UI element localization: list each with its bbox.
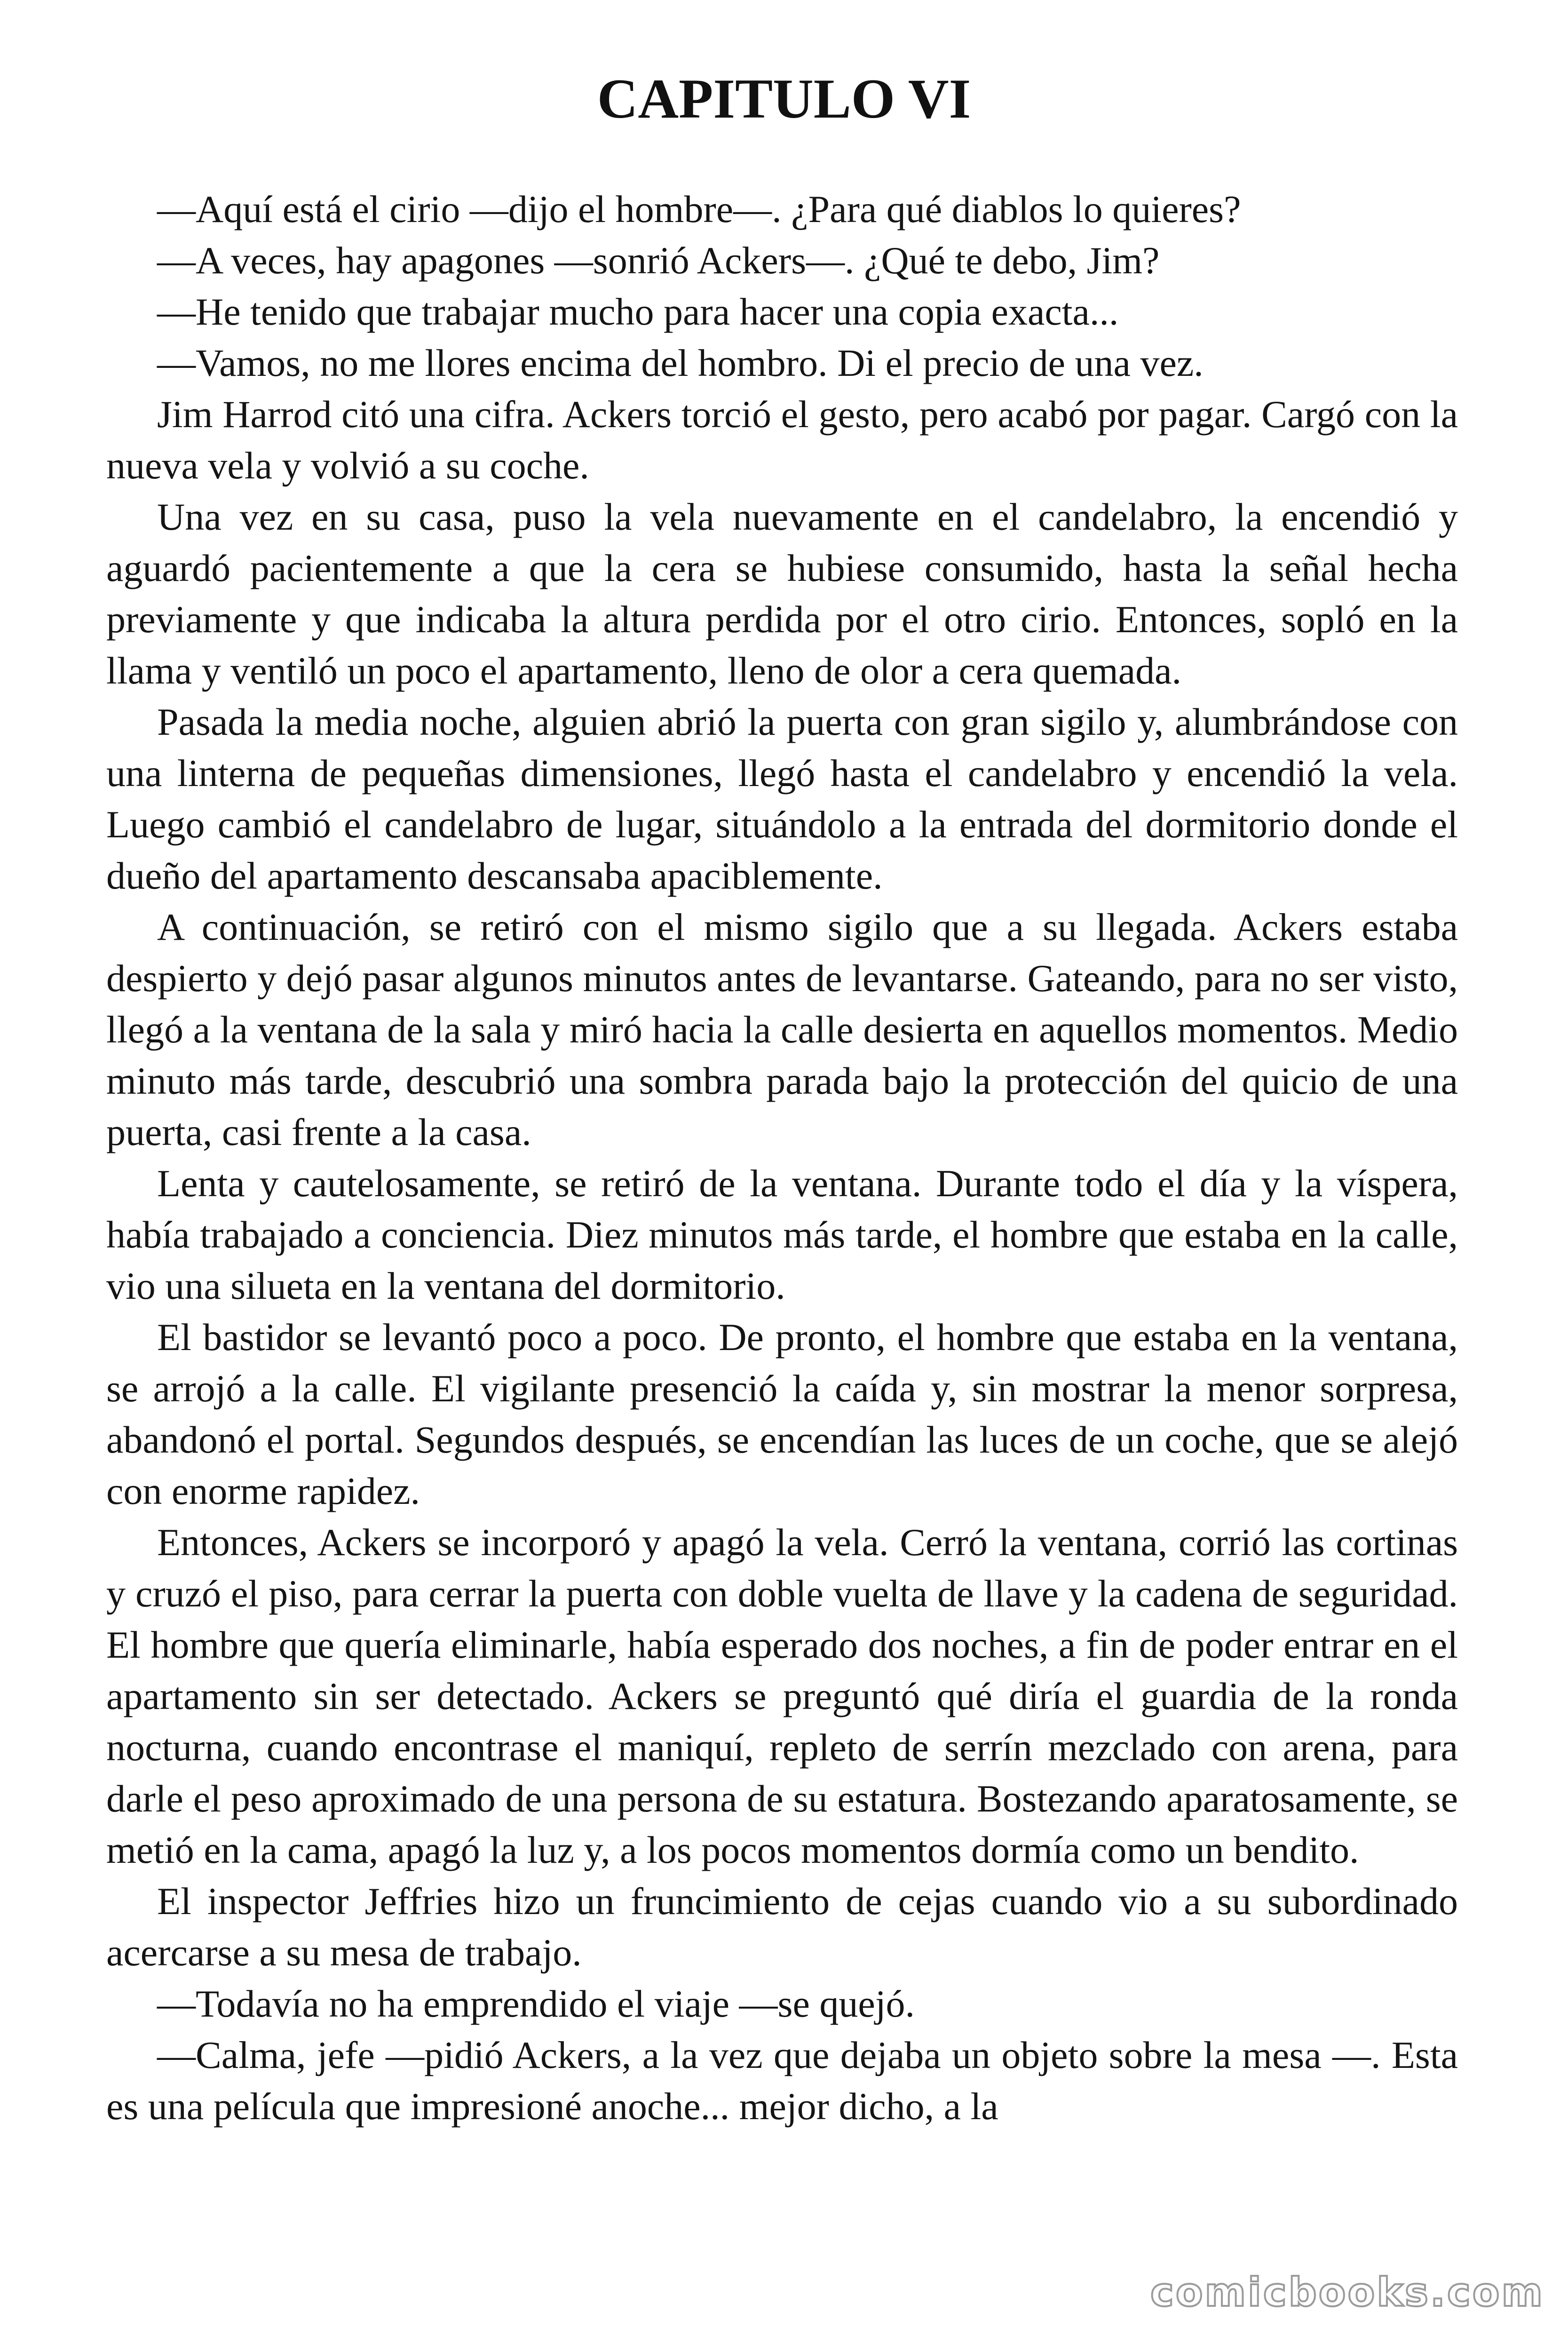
- paragraph: —Aquí está el cirio —dijo el hombre—. ¿Para qué diablos lo quieres?: [157, 188, 1241, 230]
- paragraph: El inspector Jeffries hizo un fruncimiento de cejas cuando vio a su subordinado acercarse a su mesa de trabajo.: [106, 1880, 1458, 1974]
- paragraph: —A veces, hay apagones —sonrió Ackers—. ¿Qué te debo, Jim?: [157, 239, 1160, 282]
- paragraph: —Calma, jefe —pidió Ackers, a la vez que dejaba un objeto sobre la mesa —. Esta es una película que impresioné anoche... mejor dicho, a la: [106, 2034, 1458, 2128]
- paragraph: —He tenido que trabajar mucho para hacer una copia exacta...: [157, 290, 1119, 333]
- chapter-title: CAPITULO VI: [597, 67, 971, 130]
- paragraph: Entonces, Ackers se incorporó y apagó la vela. Cerró la ventana, corrió las cortinas y cruzó el piso, para cerrar la puerta con doble vuelta de llave y la cadena de seguridad. El hombre que quería eliminarle, había esperado dos noches, a fin de poder entrar en el apartamento sin ser detectado. Ackers se preguntó qué diría el guardia de la ronda nocturna, cuando encontrase el maniquí, repleto de serrín mezclado con arena, para darle el peso aproximado de una persona de su estatura. Bostezando aparatosamente, se metió en la cama, apagó la luz y, a los pocos momentos dormía como un bendito.: [106, 1521, 1458, 1871]
- paragraph: Una vez en su casa, puso la vela nuevamente en el candelabro, la encendió y aguardó pacientemente a que la cera se hubiese consumido, hasta la señal hecha previamente y que indicaba la altura perdida por el otro cirio. Entonces, sopló en la llama y ventiló un poco el apartamento, lleno de olor a cera quemada.: [106, 495, 1458, 692]
- paragraph: El bastidor se levantó poco a poco. De pronto, el hombre que estaba en la ventana, se arrojó a la calle. El vigilante presenció la caída y, sin mostrar la menor sorpresa, abandonó el portal. Segundos después, se encendían las luces de un coche, que se alejó con enorme rapidez.: [106, 1316, 1458, 1512]
- page-body: [106, 183, 1458, 2132]
- paragraph: Lenta y cautelosamente, se retiró de la ventana. Durante todo el día y la víspera, había trabajado a conciencia. Diez minutos más tarde, el hombre que estaba en la calle, vio una silueta en la ventana del dormitorio.: [106, 1162, 1458, 1307]
- paragraph: —Todavía no ha emprendido el viaje —se quejó.: [157, 1982, 915, 2025]
- paragraph: Jim Harrod citó una cifra. Ackers torció el gesto, pero acabó por pagar. Cargó con la nueva vela y volvió a su coche.: [106, 393, 1458, 487]
- paragraph: —Vamos, no me llores encima del hombro. Di el precio de una vez.: [157, 342, 1204, 384]
- paragraph: A continuación, se retiró con el mismo sigilo que a su llegada. Ackers estaba despierto y dejó pasar algunos minutos antes de levantarse. Gateando, para no ser visto, llegó a la ventana de la sala y miró hacia la calle desierta en aquellos momentos. Medio minuto más tarde, descubrió una sombra parada bajo la protección del quicio de una puerta, casi frente a la casa.: [106, 906, 1458, 1153]
- paragraph: Pasada la media noche, alguien abrió la puerta con gran sigilo y, alumbrándose con una linterna de pequeñas dimensiones, llegó hasta el candelabro y encendió la vela. Luego cambió el candelabro de lugar, situándolo a la entrada del dormitorio donde el dueño del apartamento descansaba apaciblemente.: [106, 700, 1458, 897]
- watermark: comicbooks.com: [1150, 2269, 1544, 2315]
